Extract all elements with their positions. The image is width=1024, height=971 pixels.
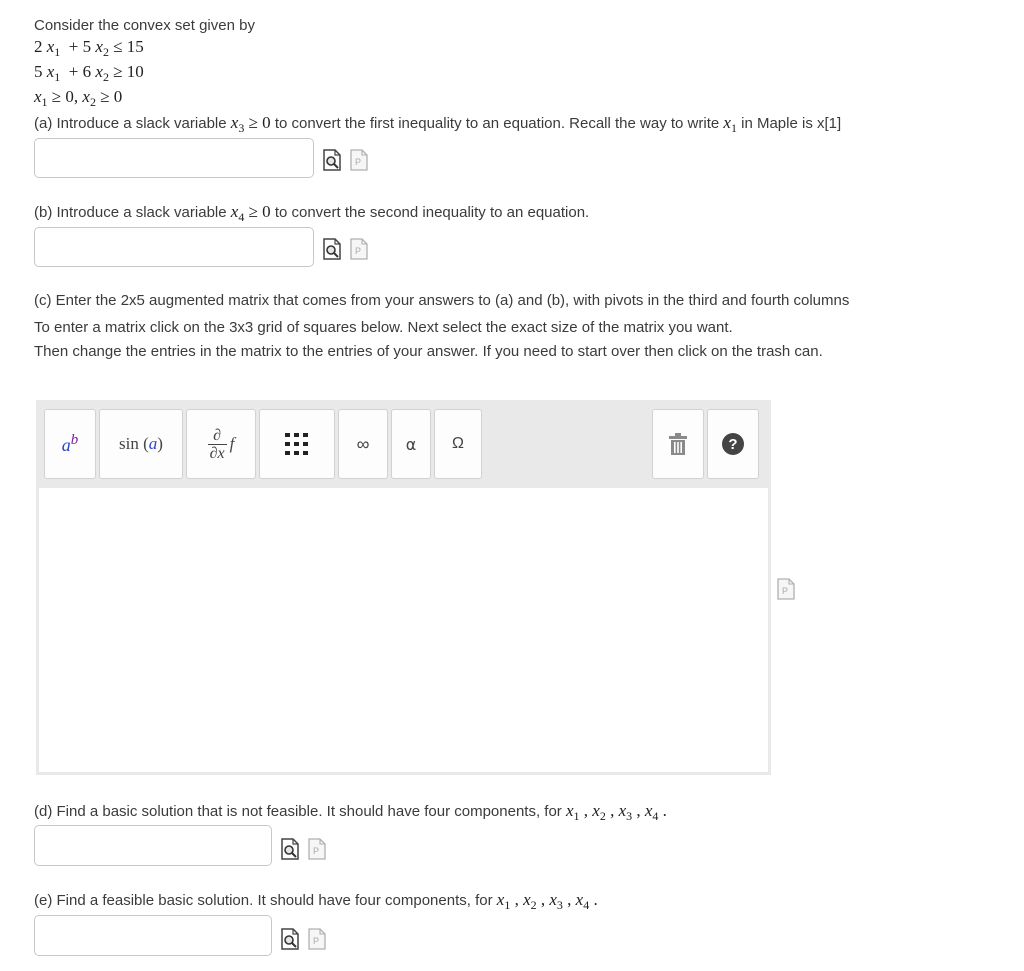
constraint-1: 2 $x_1 + 5$ $x_2 \le 15$: [34, 37, 144, 59]
infinity-button[interactable]: ∞: [338, 409, 388, 479]
svg-text:P: P: [782, 586, 789, 596]
part-a-answer-input[interactable]: [34, 138, 314, 178]
sin-button[interactable]: sin (a): [99, 409, 183, 479]
part-b-answer-input[interactable]: [34, 227, 314, 267]
power-button[interactable]: $a^b$: [44, 409, 96, 479]
preview-icon[interactable]: [280, 838, 300, 860]
part-a-question: (a) Introduce a slack variable $x_3 \ge 0$ to convert the first inequality to an equation. Recall the way to write $x_1$ in Maple is x[1]: [34, 113, 842, 135]
derivative-button[interactable]: ∂ ∂x f: [186, 409, 256, 479]
matrix-grid-button[interactable]: [259, 409, 335, 479]
maple-syntax-icon[interactable]: [307, 838, 327, 860]
svg-text:P: P: [355, 246, 362, 256]
part-d-question: (d) Find a basic solution that is not feasible. It should have four components, for $x_1$ , $x_2$ , $x_3$ , $x_4$ .: [34, 801, 667, 823]
math-editor-toolbar: [36, 400, 771, 488]
maple-syntax-icon[interactable]: [776, 578, 796, 600]
matrix-grid-icon: [283, 431, 311, 457]
part-e-answer-input[interactable]: [34, 915, 272, 956]
constraint-3: $x_1 \ge 0$, $x_2 \ge 0$: [34, 87, 123, 109]
constraint-2: 5 $x_1 + 6$ $x_2 \ge 10$: [34, 62, 144, 84]
alpha-button[interactable]: α: [391, 409, 431, 479]
preview-icon[interactable]: [322, 238, 342, 260]
preview-icon[interactable]: [280, 928, 300, 950]
part-b-question: (b) Introduce a slack variable $x_4 \ge 0$ to convert the second inequality to an equation.: [34, 202, 590, 224]
math-editor-area[interactable]: [36, 488, 771, 775]
trash-button[interactable]: [652, 409, 704, 479]
preview-icon[interactable]: [322, 149, 342, 171]
part-c-line2: To enter a matrix click on the 3x3 grid of squares below. Next select the exact size of the matrix you want.: [34, 319, 733, 336]
part-c-line1: (c) Enter the 2x5 augmented matrix that comes from your answers to (a) and (b), with pivots in the third and fourth columns: [34, 292, 850, 309]
part-e-question: (e) Find a feasible basic solution. It should have four components, for $x_1$ , $x_2$ , $x_3$ , $x_4$ .: [34, 890, 598, 912]
intro-text: Consider the convex set given by: [34, 17, 255, 34]
help-button[interactable]: [707, 409, 759, 479]
maple-syntax-icon[interactable]: [349, 238, 369, 260]
part-c-line3: Then change the entries in the matrix to the entries of your answer. If you need to start over then click on the trash can.: [34, 343, 823, 360]
maple-syntax-icon[interactable]: [307, 928, 327, 950]
svg-text:P: P: [355, 157, 362, 167]
omega-button[interactable]: Ω: [434, 409, 482, 479]
maple-syntax-icon[interactable]: [349, 149, 369, 171]
svg-text:P: P: [313, 846, 320, 856]
help-icon: ?: [722, 433, 744, 455]
part-d-answer-input[interactable]: [34, 825, 272, 866]
svg-text:P: P: [313, 936, 320, 946]
trash-icon: [668, 433, 688, 455]
